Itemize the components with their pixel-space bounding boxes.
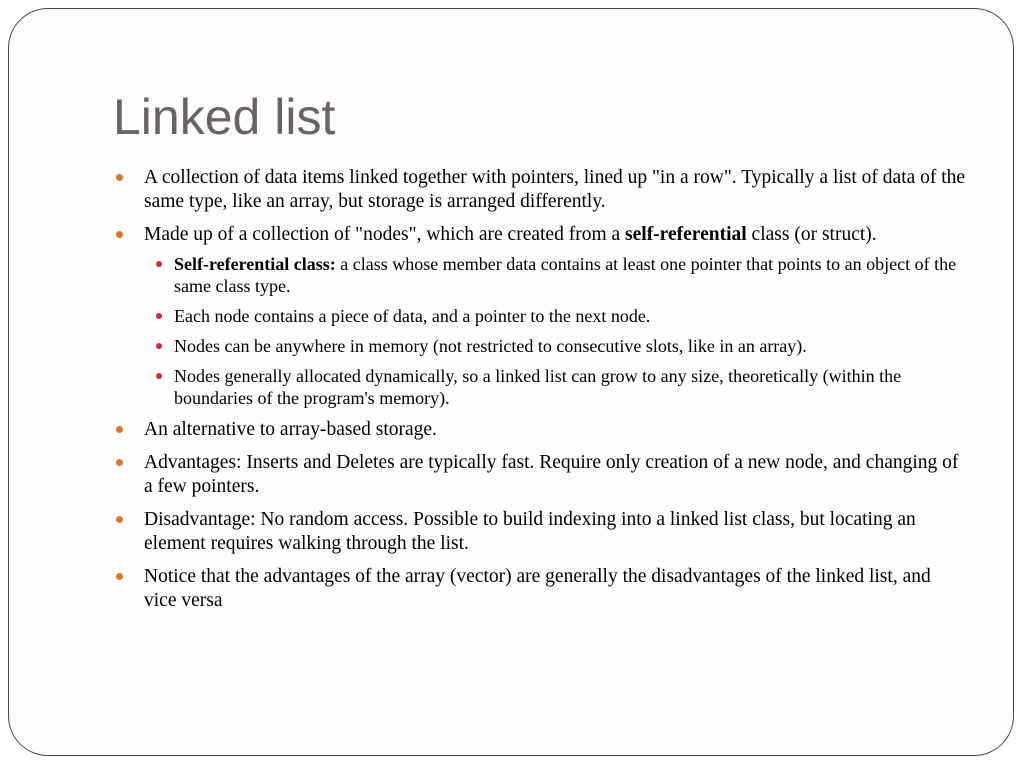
bullet-item-nodes [116,223,966,409]
bullet-list [116,166,966,613]
bullet-item-notice [116,565,966,613]
sub-bullet-item-node-contents [144,305,966,327]
sub-bullet-item-dynamic [144,365,966,409]
slide-content [116,166,966,622]
bullet-item-advantages [116,451,966,499]
sub-bullet-item-memory [144,335,966,357]
bullet-bold-term: self-referential [625,224,747,245]
bullet-text: Made up of a collection of "nodes", which are created from a [144,224,626,245]
bullet-text: Notice that the advantages of the array (vector) are generally the disadvantages of the linked list, and vice versa [144,566,931,611]
sub-bullet-text: Nodes generally allocated dynamically, so a linked list can grow to any size, theoretically (within the boundaries of the program's memory). [174,366,902,408]
bullet-text: An alternative to array-based storage. [144,419,437,440]
bullet-item-disadvantage [116,508,966,556]
bullet-text: A collection of data items linked together with pointers, lined up "in a row". Typically a list of data of the same type, like an array, but storage is arranged differently. [144,167,966,212]
sub-bullet-item-definition [144,253,966,297]
bullet-text: class (or struct). [746,224,877,245]
sub-bullet-text: Nodes can be anywhere in memory (not restricted to consecutive slots, like in an array). [174,336,807,356]
bullet-item-collection [116,166,966,214]
slide-title: Linked list [113,89,336,145]
sub-bullet-list [144,253,966,409]
bullet-text: Advantages: Inserts and Deletes are typically fast. Require only creation of a new node, and changing of a few pointers. [144,452,959,497]
sub-bullet-text: Each node contains a piece of data, and a pointer to the next node. [174,306,651,326]
bullet-text: Disadvantage: No random access. Possible to build indexing into a linked list class, but locating an element requires walking through the list. [144,509,916,554]
sub-bullet-text: a class whose member data contains at least one pointer that points to an object of the same class type. [174,254,957,296]
sub-bullet-bold-term: Self-referential class: [174,254,336,274]
bullet-item-alternative [116,418,966,442]
